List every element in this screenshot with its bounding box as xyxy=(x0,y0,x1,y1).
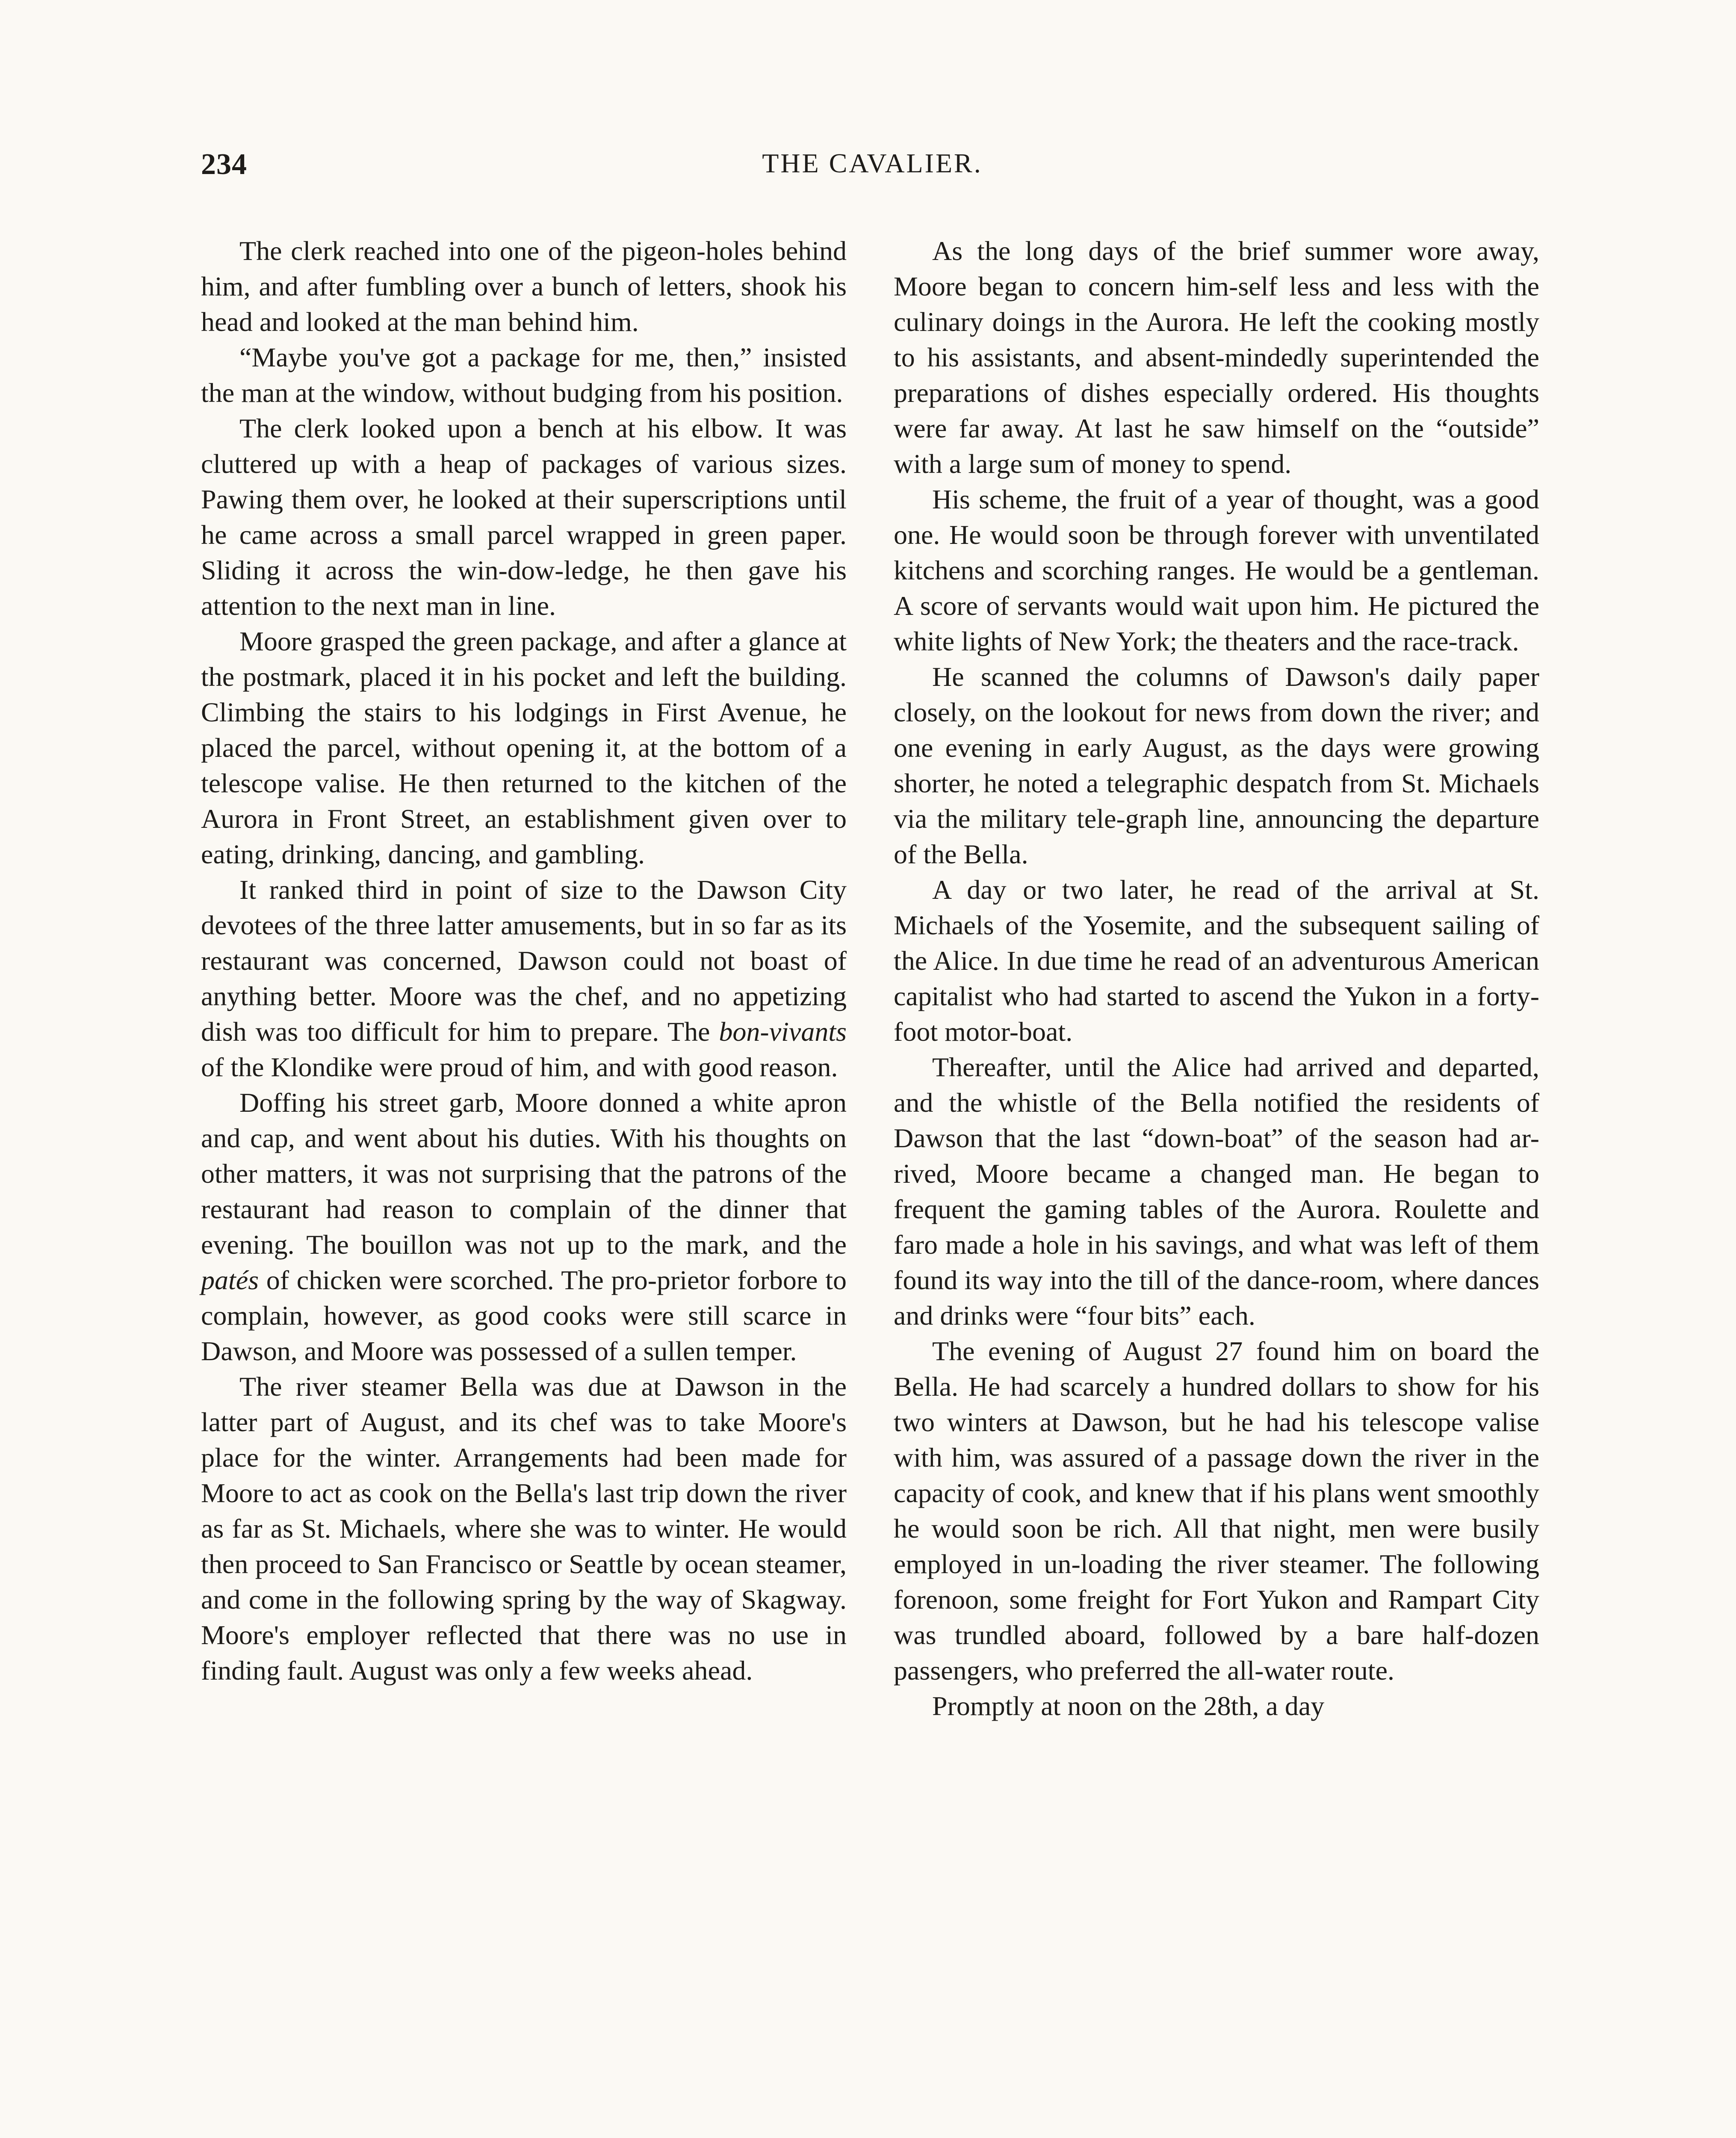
paragraph: Thereafter, until the Alice had arrived and departed, and the whistle of the Bella notified the residents of Dawson that the last “down-boat” of the season had ar-rived, Moore became a changed man. He began to frequent the gaming tables of the Aurora. Roulette and faro made a hole in his savings, and what was left of them found its way into the till of the dance-room, where dances and drinks were “four bits” each. xyxy=(894,1052,1539,1331)
italic-term: patés xyxy=(201,1265,259,1295)
paragraph: Moore grasped the green package, and after a glance at the postmark, placed it in his pocket and left the building. Climbing the stairs to his lodgings in First Avenue, he placed the parcel, without opening it, at the bottom of a telescope valise. He then returned to the kitchen of the Aurora in Front Street, an establishment given over to eating, drinking, dancing, and gambling. xyxy=(201,626,847,869)
left-column xyxy=(201,233,847,1688)
paragraph: The clerk reached into one of the pigeon-holes behind him, and after fumbling over a bunch of letters, shook his head and looked at the man behind him. xyxy=(201,236,847,337)
paragraph: Promptly at noon on the 28th, a day xyxy=(932,1691,1325,1721)
right-column xyxy=(894,233,1539,1724)
paragraph: He scanned the columns of Dawson's daily paper closely, on the lookout for news from down the river; and one evening in early August, as the days were growing shorter, he noted a telegraphic despatch from St. Michaels via the military tele-graph line, announcing the departure of the Bella. xyxy=(894,661,1539,869)
paragraph: A day or two later, he read of the arrival at St. Michaels of the Yosemite, and the subsequent sailing of the Alice. In due time he read of an adventurous American capitalist who had started to ascend the Yukon in a forty-foot motor-boat. xyxy=(894,874,1539,1047)
paragraph: His scheme, the fruit of a year of thought, was a good one. He would soon be through forever with unventilated kitchens and scorching ranges. He would be a gentleman. A score of servants would wait upon him. He pictured the white lights of New York; the theaters and the race-track. xyxy=(894,484,1539,656)
paragraph: It ranked third in point of size to the Dawson City devotees of the three latter amusements, but in so far as its restaurant was concerned, Dawson could not boast of anything better. Moore was the chef, and no appetizing dish was too difficult for him to prepare. The bon-vivants of the Klondike were proud of him, and with good reason. xyxy=(201,874,847,1082)
paragraph: Doffing his street garb, Moore donned a white apron and cap, and went about his duties. With his thoughts on other matters, it was not surprising that the patrons of the restaurant had reason to complain of the dinner that evening. The bouillon was not up to the mark, and the patés of chicken were scorched. The pro-prietor forbore to complain, however, as good cooks were still scarce in Dawson, and Moore was possessed of a sullen temper. xyxy=(201,1087,847,1366)
page-header xyxy=(201,148,1544,199)
paragraph: “Maybe you've got a package for me, then,” insisted the man at the window, without budging from his position. xyxy=(201,342,847,408)
paragraph: As the long days of the brief summer wore away, Moore began to concern him-self less and less with the culinary doings in the Aurora. He left the cooking mostly to his assistants, and absent-mindedly superintended the preparations of dishes especially ordered. His thoughts were far away. At last he saw himself on the “outside” with a large sum of money to spend. xyxy=(894,236,1539,479)
paragraph: The clerk looked upon a bench at his elbow. It was cluttered up with a heap of packages of various sizes. Pawing them over, he looked at their superscriptions until he came across a small parcel wrapped in green paper. Sliding it across the win-dow-ledge, he then gave his attention to the next man in line. xyxy=(201,413,847,621)
page-number: 234 xyxy=(201,148,247,181)
italic-term: bon-vivants xyxy=(719,1016,847,1047)
running-head: THE CAVALIER. xyxy=(762,148,983,178)
paragraph: The evening of August 27 found him on board the Bella. He had scarcely a hundred dollars to show for his two winters at Dawson, but he had his telescope valise with him, was assured of a passage down the river in the capacity of cook, and knew that if his plans went smoothly he would soon be rich. All that night, men were busily employed in un-loading the river steamer. The following forenoon, some freight for Fort Yukon and Rampart City was trundled aboard, followed by a bare half-dozen passengers, who preferred the all-water route. xyxy=(894,1336,1539,1686)
paragraph: The river steamer Bella was due at Dawson in the latter part of August, and its chef was to take Moore's place for the winter. Arrangements had been made for Moore to act as cook on the Bella's last trip down the river as far as St. Michaels, where she was to winter. He would then proceed to San Francisco or Seattle by ocean steamer, and come in the following spring by the way of Skagway. Moore's employer reflected that there was no use in finding fault. August was only a few weeks ahead. xyxy=(201,1371,847,1686)
